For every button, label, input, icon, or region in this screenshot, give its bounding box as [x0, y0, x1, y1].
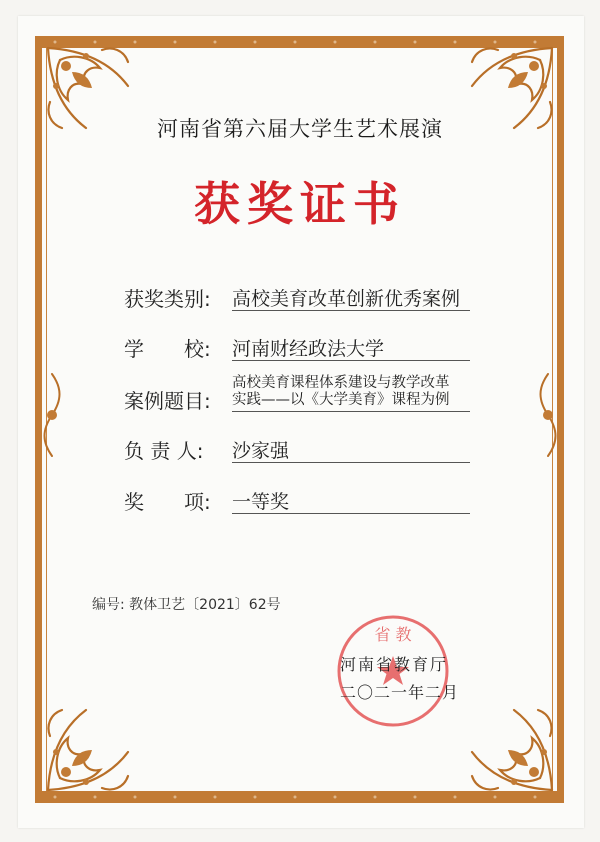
field-case-title	[124, 375, 470, 425]
field-responsible-person	[124, 435, 470, 479]
case-title-underline	[232, 411, 470, 412]
field-award-level	[124, 486, 470, 530]
award-level-value: 一等奖	[232, 491, 290, 513]
seal-top-text: 省 教	[374, 625, 412, 644]
left-side-ornament-icon	[38, 370, 66, 460]
issue-date: 二〇二一年二月	[340, 683, 460, 702]
award-level-label: 奖 项:	[124, 490, 211, 514]
responsible-person-label: 负 责 人:	[124, 439, 204, 463]
field-school	[124, 333, 470, 377]
document-number: 编号: 教体卫艺〔2021〕62号	[92, 597, 281, 613]
school-underline	[232, 360, 470, 361]
award-level-underline	[232, 513, 470, 514]
responsible-person-value: 沙家强	[232, 440, 290, 462]
award-category-underline	[232, 310, 470, 311]
award-category-value: 高校美育改革创新优秀案例	[232, 288, 461, 310]
organization-heading: 河南省第六届大学生艺术展演	[157, 117, 443, 141]
bottom-right-corner-ornament-icon	[450, 688, 558, 796]
case-title-label: 案例题目:	[124, 389, 211, 413]
certificate-title: 获奖证书	[194, 177, 406, 231]
school-value: 河南财经政法大学	[232, 338, 385, 360]
field-award-category	[124, 283, 470, 327]
bottom-left-corner-ornament-icon	[42, 688, 150, 796]
right-side-ornament-icon	[534, 370, 562, 460]
issuer-name: 河南省教育厅	[340, 655, 449, 674]
case-title-value-line2: 实践——以《大学美育》课程为例	[232, 392, 450, 408]
school-label: 学 校:	[124, 337, 211, 361]
award-category-label: 获奖类别:	[124, 287, 211, 311]
responsible-person-underline	[232, 462, 470, 463]
case-title-value-line1: 高校美育课程体系建设与教学改革	[232, 375, 450, 391]
